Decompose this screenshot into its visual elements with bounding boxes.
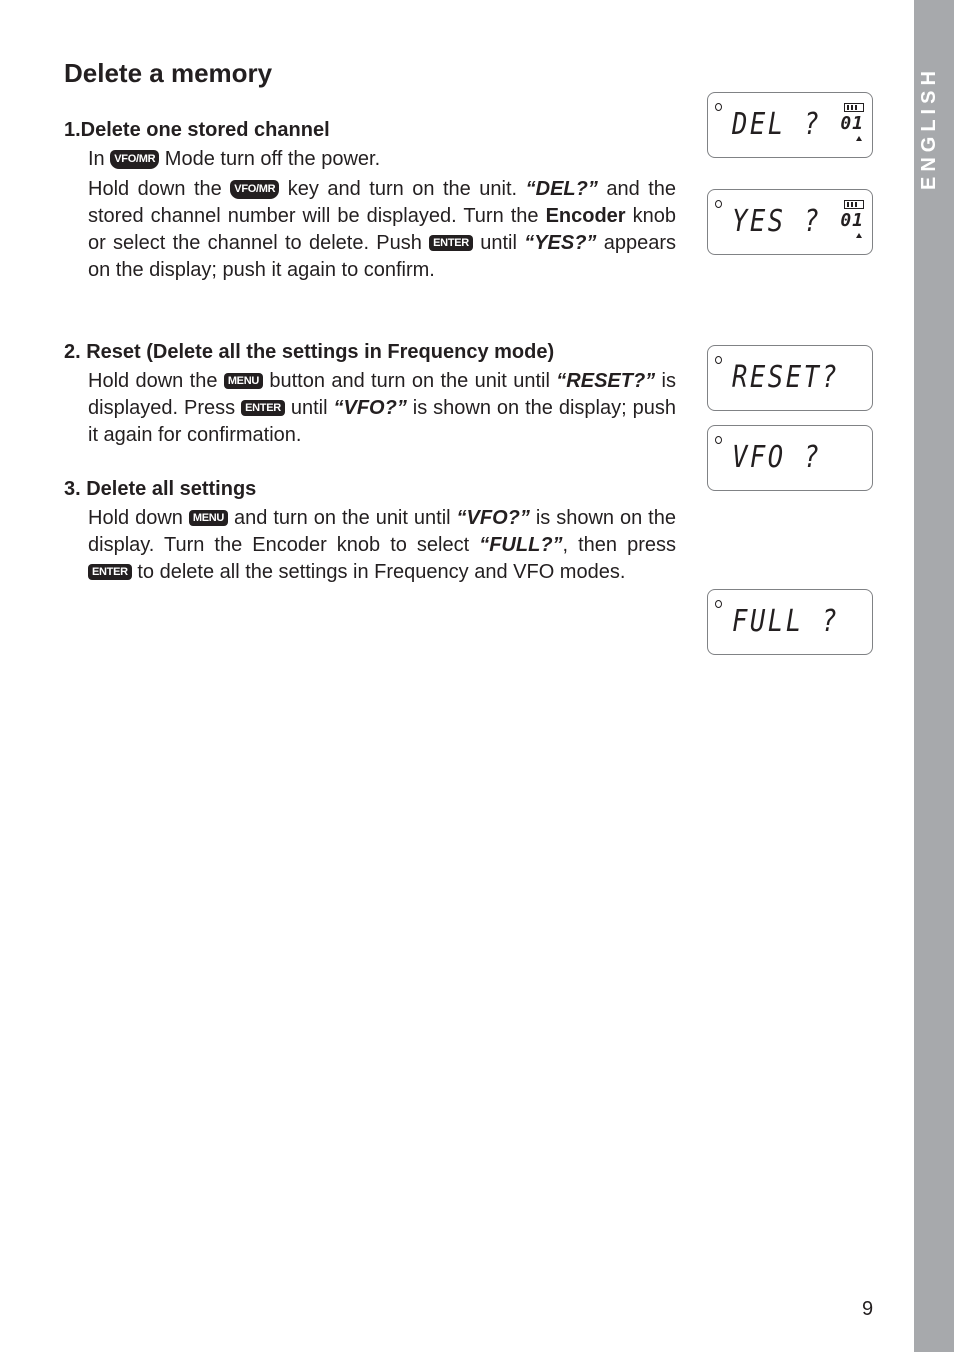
text: , then press	[562, 534, 676, 556]
text: Hold down the	[88, 370, 218, 392]
text: Mode turn off the power.	[164, 148, 381, 170]
text: and the stored channel number will be displayed. Turn the	[88, 178, 677, 227]
arrow-up-icon	[856, 136, 862, 141]
lcd-channel-number: 01	[840, 210, 864, 231]
text: Hold down	[88, 507, 183, 529]
text: until	[480, 232, 517, 254]
paragraph	[88, 368, 676, 449]
menu-key-icon: MENU	[224, 373, 263, 389]
text: is shown on the display. Turn the Encoder knob to select	[88, 507, 676, 556]
text: is displayed. Press	[88, 370, 676, 419]
enter-key-icon: ENTER	[241, 400, 285, 416]
display-text-quote: “FULL?”	[479, 534, 563, 556]
text: is shown on the display; push it again for confirmation.	[88, 397, 676, 446]
text: key and turn on the unit.	[287, 178, 518, 200]
lcd-text: FULL ?	[732, 604, 840, 639]
lcd-text: VFO ?	[732, 440, 822, 475]
display-text-quote: “DEL?”	[525, 178, 598, 200]
page-title: Delete a memory	[64, 58, 273, 88]
section-delete-all-settings	[64, 476, 676, 586]
lcd-channel-number: 01	[840, 113, 864, 134]
text: until	[290, 397, 328, 419]
paragraph	[88, 505, 676, 586]
lcd-text: YES ?	[732, 204, 822, 239]
lcd-display-vfo	[707, 425, 873, 491]
lcd-display-reset	[707, 345, 873, 411]
section-heading: 2. Reset (Delete all the settings in Frequency mode)	[64, 341, 555, 363]
text: to delete all the settings in Frequency and VFO modes.	[137, 561, 626, 583]
text: appears on the display; push it again to confirm.	[88, 232, 676, 281]
vfo-mr-key-icon: VFO/MR	[110, 150, 159, 169]
text: and turn on the unit until	[234, 507, 451, 529]
arrow-up-icon	[856, 233, 862, 238]
section-heading: 1.Delete one stored channel	[64, 119, 330, 141]
language-side-tab	[914, 0, 954, 1352]
section-delete-one-channel	[64, 117, 676, 284]
language-tab-label: ENGLISH	[918, 66, 940, 190]
display-text-quote: “VFO?”	[456, 507, 530, 529]
menu-key-icon: MENU	[189, 510, 228, 526]
paragraph	[88, 146, 676, 173]
indicator-dot-icon	[715, 356, 722, 364]
enter-key-icon: ENTER	[429, 235, 473, 251]
enter-key-icon: ENTER	[88, 564, 132, 580]
battery-icon	[844, 103, 864, 112]
lcd-display-del	[707, 92, 873, 158]
indicator-dot-icon	[715, 200, 722, 208]
section-reset	[64, 339, 676, 449]
indicator-dot-icon	[715, 600, 722, 608]
text: Hold down the	[88, 178, 222, 200]
battery-icon	[844, 200, 864, 209]
indicator-dot-icon	[715, 103, 722, 111]
encoder-term: Encoder	[545, 205, 626, 227]
indicator-dot-icon	[715, 436, 722, 444]
display-text-quote: “RESET?”	[556, 370, 656, 392]
text: button and turn on the unit until	[269, 370, 550, 392]
lcd-text: RESET?	[732, 360, 840, 395]
paragraph	[88, 176, 676, 284]
display-text-quote: “YES?”	[524, 232, 597, 254]
page-number: 9	[862, 1298, 874, 1320]
vfo-mr-key-icon: VFO/MR	[230, 180, 279, 199]
lcd-display-full	[707, 589, 873, 655]
text: knob or select the channel to delete. Push	[88, 205, 676, 254]
lcd-text: DEL ?	[732, 107, 822, 142]
display-text-quote: “VFO?”	[333, 397, 407, 419]
section-heading: 3. Delete all settings	[64, 478, 257, 500]
lcd-display-yes	[707, 189, 873, 255]
text: In	[88, 148, 105, 170]
